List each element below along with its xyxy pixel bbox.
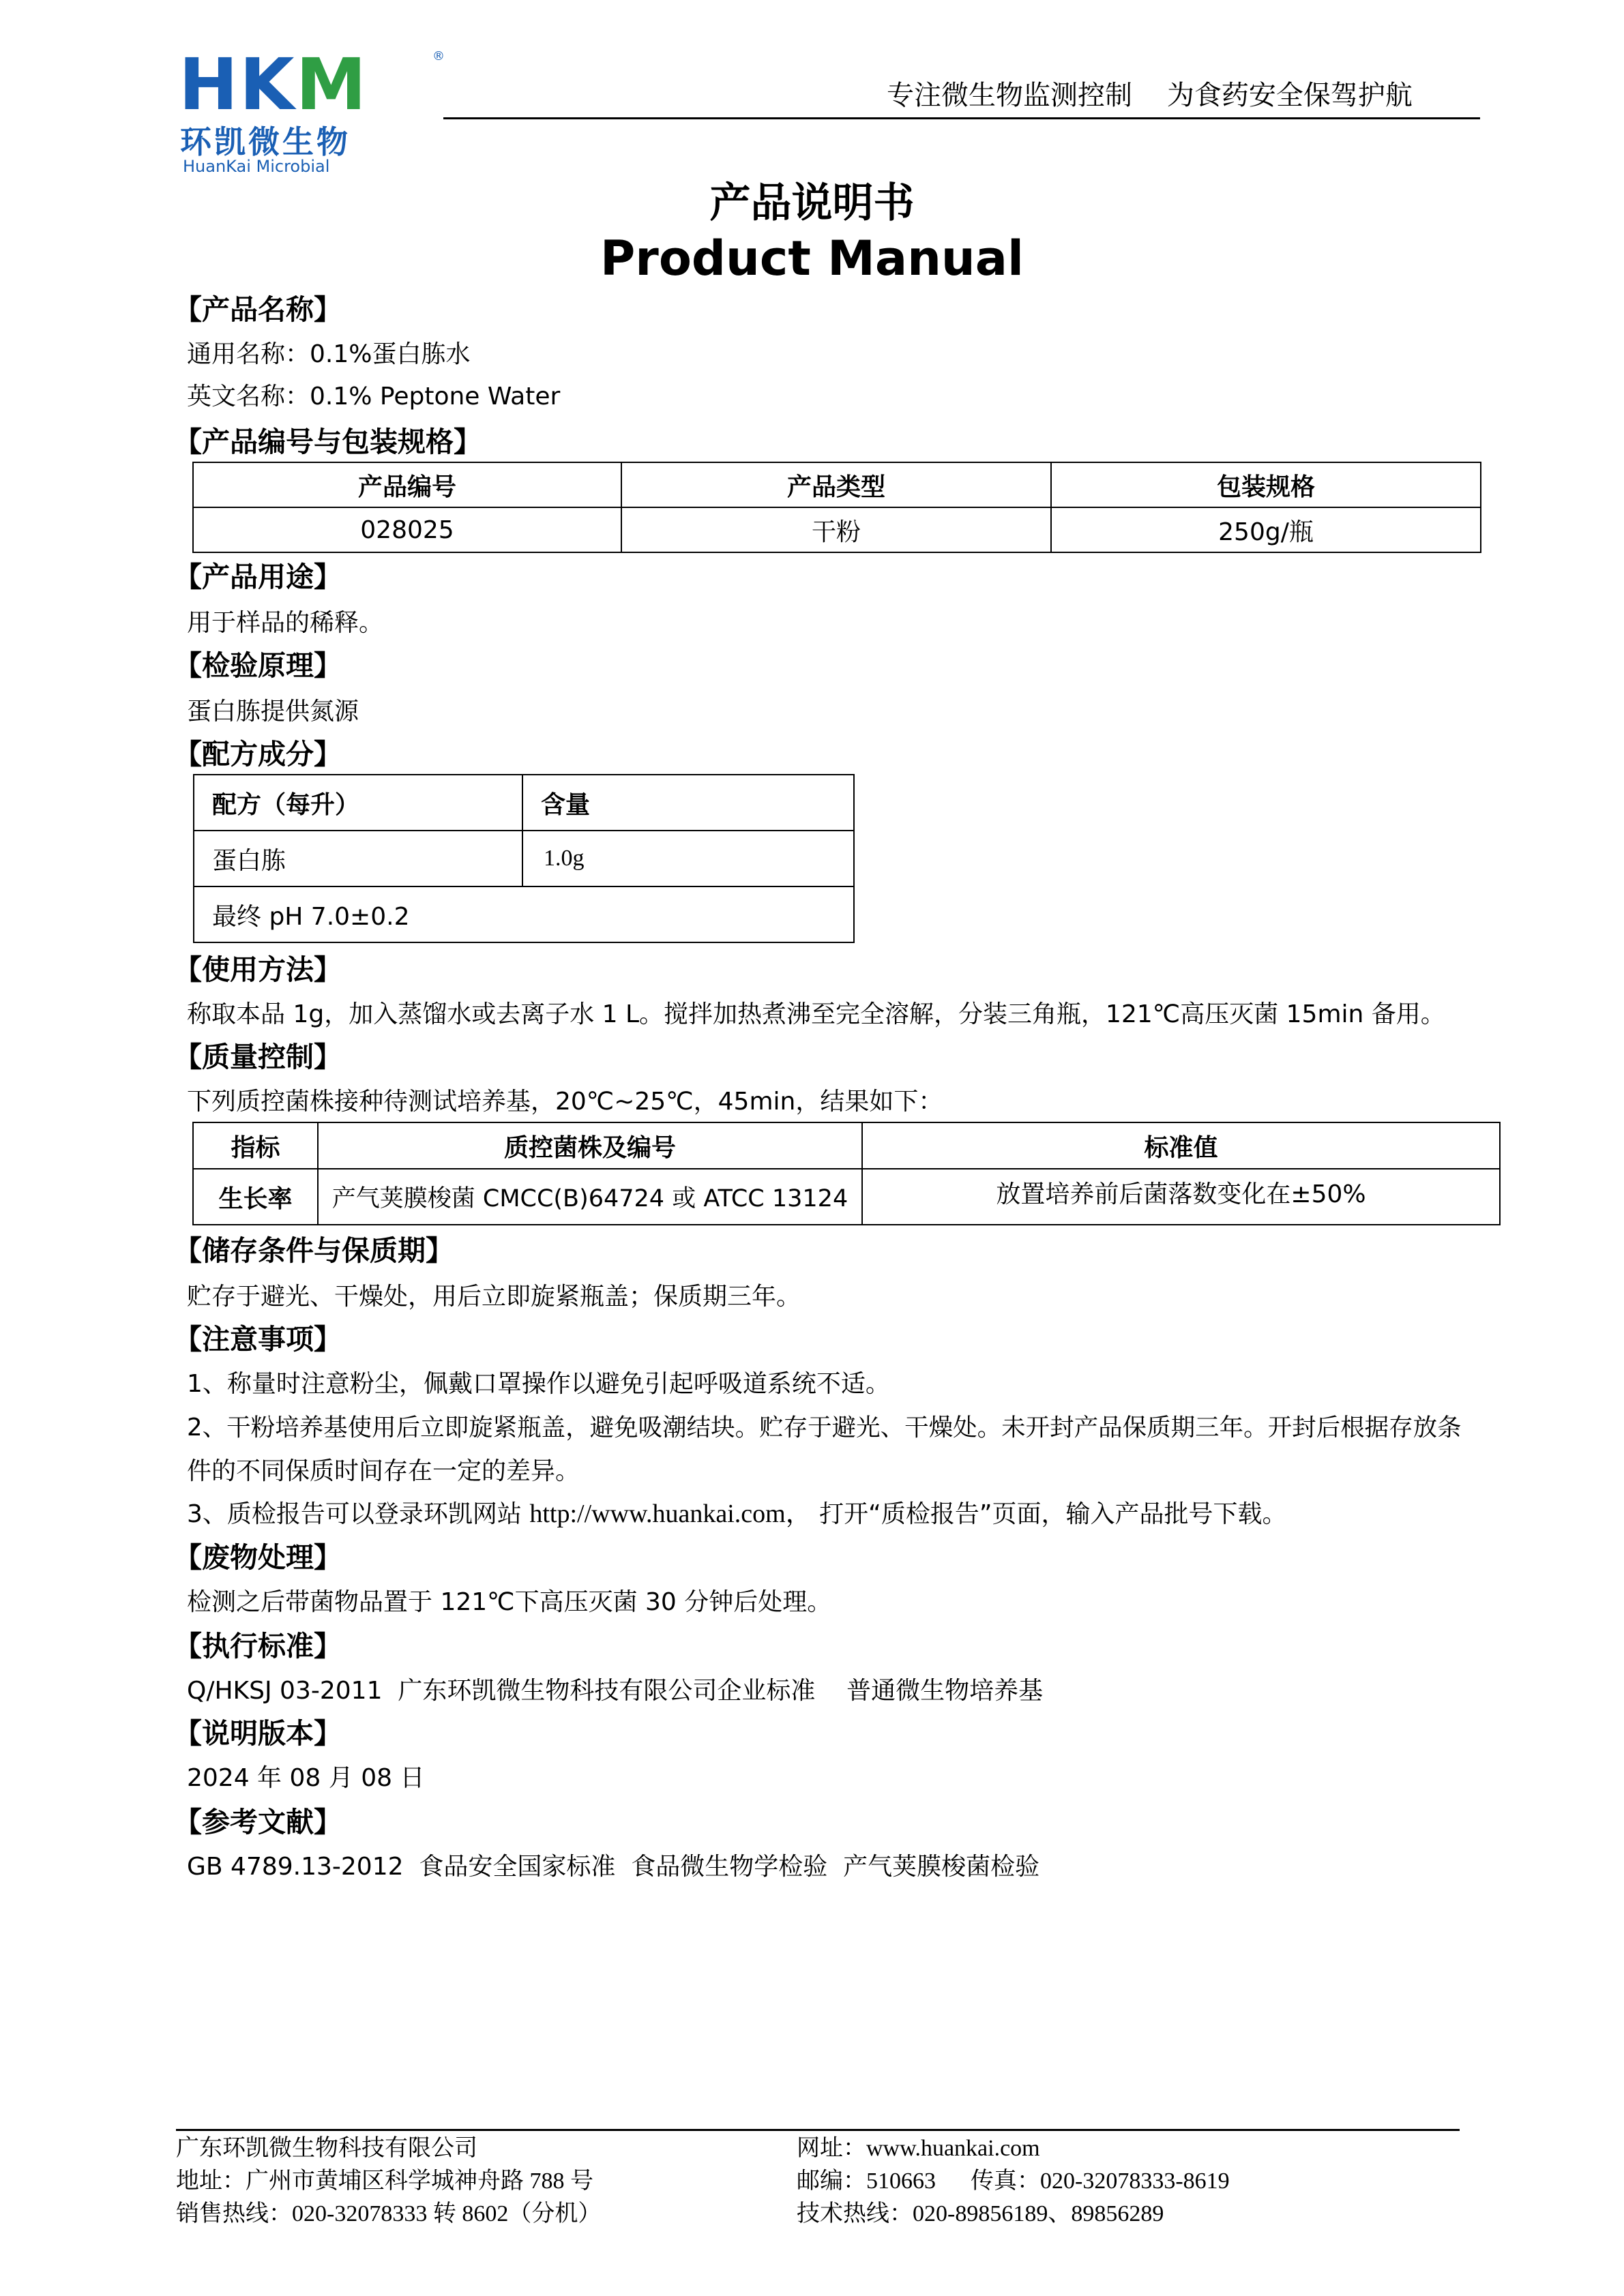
note-item-2-line-1: 2、干粉培养基使用后立即旋紧瓶盖，避免吸潮结块。贮存于避光、干燥处。未开封产品保质期三年。开封后根据存放条 [187,1414,1462,1442]
disposal-text: 检测之后带菌物品置于 121℃下高压灭菌 30 分钟后处理。 [187,1588,832,1616]
product-type: 干粉 [621,507,1051,552]
section-heading-references: 【参考文献】 [174,1806,342,1838]
header-slogan: 专注微生物监测控制 为食药安全保驾护航 [887,80,1413,111]
footer-postcode-fax: 邮编：510663 传真：020-32078333-8619 [797,2168,1230,2194]
references-text: GB 4789.13-2012 食品安全国家标准 食品微生物学检验 产气荚膜梭菌检验 [187,1853,1040,1881]
logo-mark: HKM [179,43,368,126]
ingredient-name: 蛋白胨 [194,831,522,886]
package-spec: 250g/瓶 [1051,507,1481,552]
packaging-table [192,462,1481,553]
quality-table [192,1122,1501,1225]
registered-mark: ® [432,49,445,63]
note-item-2-line-2: 件的不同保质时间存在一定的差异。 [187,1457,580,1485]
usage-text: 用于样品的稀释。 [187,609,384,637]
table-header-row [193,462,1481,507]
logo-chinese-name: 环凯微生物 [180,123,351,160]
website-link[interactable]: http://www.huankai.com， [529,1500,812,1528]
section-heading-formula: 【配方成分】 [174,738,342,771]
section-heading-product-name: 【产品名称】 [174,293,342,326]
section-heading-notes: 【注意事项】 [174,1323,342,1356]
storage-text: 贮存于避光、干燥处，用后立即旋紧瓶盖；保质期三年。 [187,1283,801,1311]
table-header-row [194,775,854,831]
footer-company: 广东环凯微生物科技有限公司 [176,2136,477,2161]
method-text: 称取本品 1g，加入蒸馏水或去离子水 1 L。搅拌加热煮沸至完全溶解，分装三角瓶，121℃高压灭菌 15min 备用。 [187,1000,1445,1028]
ingredient-amount: 1.0g [522,831,854,886]
formula-table [193,774,855,943]
section-heading-disposal: 【废物处理】 [174,1541,342,1574]
table-row [193,1169,1500,1225]
footer-website: 网址：www.huankai.com [797,2136,1040,2161]
english-name: 英文名称：0.1% Peptone Water [187,383,561,411]
table-row [194,831,854,886]
control-strain: 产气荚膜梭菌 CMCC(B)64724 或 ATCC 13124 [318,1169,862,1225]
standard-value: 放置培养前后菌落数变化在±50% [862,1169,1500,1225]
footer-address: 地址：广州市黄埔区科学城神舟路 788 号 [176,2168,593,2194]
header-divider [443,117,1480,119]
note-item-1: 1、称量时注意粉尘，佩戴口罩操作以避免引起呼吸道系统不适。 [187,1370,890,1398]
footer-tech-hotline: 技术热线：020-89856189、89856289 [797,2201,1164,2226]
standard-text: Q/HKSJ 03-2011 广东环凯微生物科技有限公司企业标准 普通微生物培养基 [187,1677,1044,1705]
section-heading-version: 【说明版本】 [174,1717,342,1750]
section-heading-principle: 【检验原理】 [174,649,342,682]
footer-sales-hotline: 销售热线：020-32078333 转 8602（分机） [176,2201,602,2226]
section-heading-storage: 【储存条件与保质期】 [174,1234,454,1267]
section-heading-packaging: 【产品编号与包装规格】 [174,426,482,458]
header-cell: 质控菌株及编号 [318,1122,862,1169]
section-heading-standard: 【执行标准】 [174,1630,342,1663]
product-code: 028025 [193,507,621,552]
header-cell: 配方（每升） [194,775,522,831]
table-row [193,507,1481,552]
note-item-3: 3、质检报告可以登录环凯网站 http://www.huankai.com， 打开“质检报告”页面，输入产品批号下载。 [187,1500,1287,1528]
table-row [194,886,854,942]
company-logo [179,43,452,176]
final-ph: 最终 pH 7.0±0.2 [194,886,854,942]
section-heading-usage: 【产品用途】 [174,561,342,593]
quality-intro: 下列质控菌株接种待测试培养基，20℃~25℃，45min，结果如下： [187,1088,943,1116]
version-date: 2024 年 08 月 08 日 [187,1764,425,1792]
header-cell: 含量 [522,775,854,831]
header-cell: 包装规格 [1051,462,1481,507]
footer-divider [176,2129,1460,2131]
page-title-english: Product Manual [600,230,1024,286]
table-header-row [193,1122,1500,1169]
principle-text: 蛋白胨提供氮源 [187,698,359,726]
header-cell: 指标 [193,1122,318,1169]
logo-english-name: HuanKai Microbial [183,157,330,176]
section-heading-quality: 【质量控制】 [174,1041,342,1073]
common-name: 通用名称：0.1%蛋白胨水 [187,340,471,368]
header-cell: 产品编号 [193,462,621,507]
page-title-chinese: 产品说明书 [709,179,915,227]
header-cell: 标准值 [862,1122,1500,1169]
section-heading-method: 【使用方法】 [174,953,342,986]
indicator: 生长率 [193,1169,318,1225]
header-cell: 产品类型 [621,462,1051,507]
